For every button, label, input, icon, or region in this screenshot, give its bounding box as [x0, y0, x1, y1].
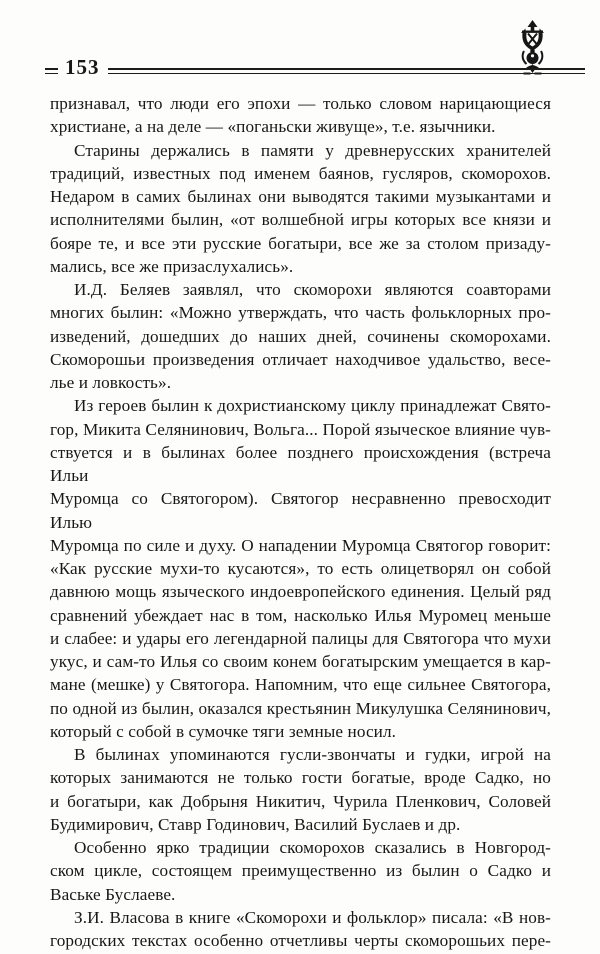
paragraph — [50, 139, 551, 279]
text-line: Муромца со Святогором). Святогор несравненно превосходит Илью — [50, 489, 551, 532]
paragraph — [50, 743, 551, 836]
text-line: лье и ловкость». — [50, 373, 172, 392]
header-rule — [108, 68, 586, 74]
text-line: мались, все же призаслухались». — [50, 256, 294, 276]
text-line: сравнений убеждает нас в том, насколько Илья Муромец меньше — [50, 605, 551, 625]
text-line: ском цикле, состоящем преимущественно из былин о Садко и — [50, 861, 551, 881]
page-text — [50, 92, 551, 952]
page-number: 153 — [65, 55, 100, 79]
text-line: бояре те, и все эти русские богатыри, все же за столом призаду- — [50, 233, 551, 253]
text-line: Скоморошьи произведения отличает находчивое удальство, весе- — [50, 349, 551, 369]
paragraph — [50, 836, 551, 906]
paragraph — [50, 394, 551, 743]
page-header — [45, 54, 585, 79]
text-line: З.И. Власова в книге «Скоморохи и фольклор» писала: «В нов- — [74, 907, 551, 927]
text-line: Из героев былин к дохристианскому циклу принадлежат Свято- — [74, 396, 551, 416]
text-line: признавал, что люди его эпохи — только словом нарицающиеся — [50, 94, 551, 113]
text-line: давнюю мощь языческого индоевропейского единения. Целый ряд — [50, 582, 551, 602]
text-line: городских текстах особенно отчетливы черты скоморошьих пере- — [50, 931, 551, 950]
text-line: В былинах упоминаются гусли-звончаты и гудки, игрой на — [74, 745, 551, 764]
paragraph — [50, 92, 551, 139]
text-line: гор, Микита Селянинович, Вольга... Порой языческое влияние чув- — [50, 419, 551, 439]
text-line: укус, и сам-то Илья со своим конем богатырским умещается в кар- — [50, 652, 551, 671]
text-line: и слабее: и удары его легендарной палицы для Святогора что мухи — [50, 628, 551, 648]
text-line: мане (мешке) у Святогора. Напомним, что еще сильнее Святогора, — [50, 675, 551, 695]
text-line: ствуется и в былинах более позднего происхождения (встреча Ильи — [50, 442, 551, 485]
text-line: традиций, известных под именем баянов, гусляров, скоморохов. — [50, 163, 551, 183]
paragraph — [50, 906, 551, 953]
text-line: Особенно ярко традиции скоморохов сказались в Новгород- — [74, 838, 551, 857]
text-line: Ваське Буслаеве. — [50, 884, 176, 904]
text-line: которых занимаются не только гости богатые, вроде Садко, но — [50, 768, 551, 788]
text-line: исполнителями былин, «от волшебной игры которых все князи и — [50, 210, 551, 230]
text-line: И.Д. Беляев заявлял, что скоморохи являются соавторами — [74, 280, 551, 299]
header-rule-left — [45, 68, 58, 74]
text-line: который с собой в сумочке тяги земные носил. — [50, 721, 397, 741]
text-line: многих былин: «Можно утверждать, что часть фольклорных про- — [50, 303, 551, 323]
text-line: «Как русские мухи-то кусаются», то есть олицетворял он собой — [50, 559, 551, 578]
text-line: христиане, а на деле — «поганьски живуще», т.е. язычники. — [50, 117, 496, 137]
text-line: Муромца по силе и духу. О нападении Муромца Святогор говорит: — [50, 535, 551, 555]
text-line: и богатыри, как Добрыня Никитич, Чурила Пленкович, Соловей — [50, 791, 551, 811]
text-line: по одной из былин, оказался крестьянин Микулушка Селянинович, — [50, 698, 551, 718]
text-line: Старины держались в памяти у древнерусских хранителей — [74, 140, 551, 160]
text-line: Будимирович, Ставр Годинович, Василий Буслаев и др. — [50, 814, 461, 834]
paragraph — [50, 278, 551, 394]
text-line: изведений, дошедших до наших дней, сочинены скоморохами. — [50, 326, 551, 346]
text-line: Недаром в самих былинах они выводятся такими музыкантами и — [50, 187, 551, 206]
